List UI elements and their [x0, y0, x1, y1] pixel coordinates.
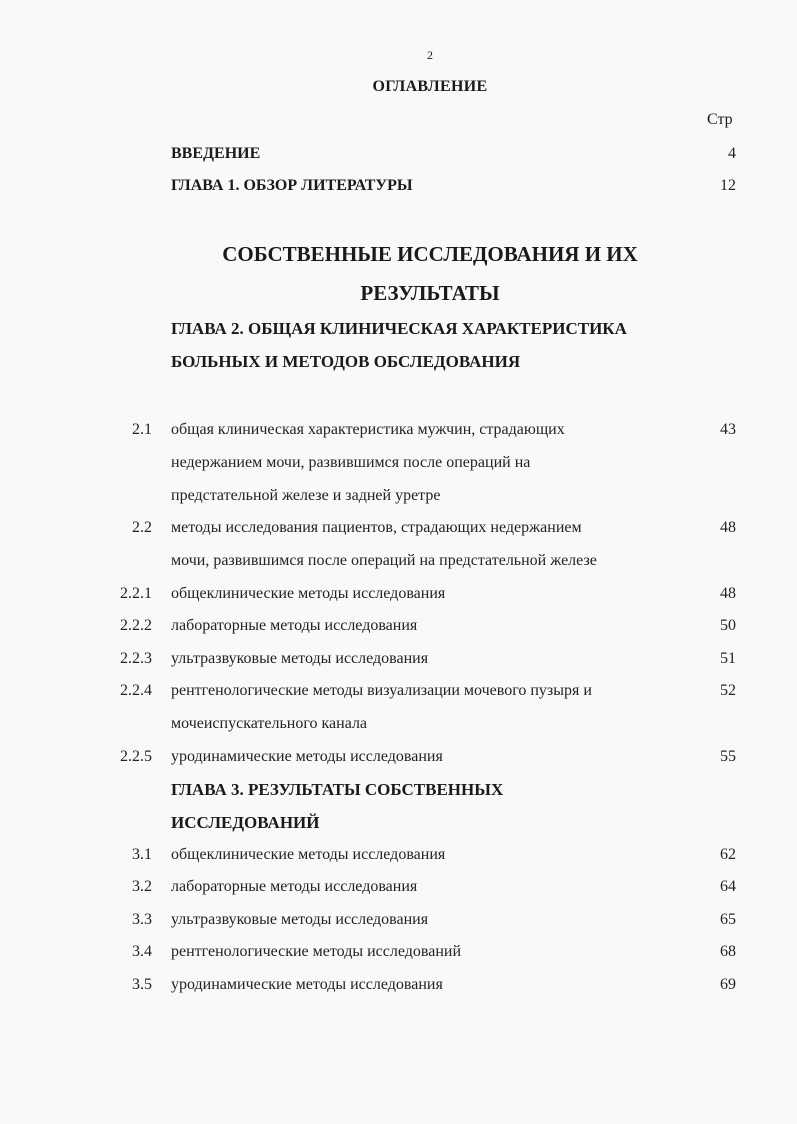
toc-item-page: 69 — [720, 976, 736, 993]
toc-item-number: 3.5 — [132, 976, 152, 993]
toc-item-page: 55 — [720, 748, 736, 765]
chapter2-title-line-2: БОЛЬНЫХ И МЕТОДОВ ОБСЛЕДОВАНИЯ — [171, 352, 521, 371]
toc-entry-introduction: ВВЕДЕНИЕ — [171, 145, 261, 162]
section-heading-line-1: СОБСТВЕННЫЕ ИССЛЕДОВАНИЯ И ИХ — [222, 242, 638, 266]
toc-item-page: 43 — [720, 421, 736, 438]
toc-item-text: уродинамические методы исследования — [171, 976, 443, 993]
toc-item-number: 3.2 — [132, 878, 152, 895]
toc-item-text: лабораторные методы исследования — [171, 617, 418, 634]
section-heading-line-2: РЕЗУЛЬТАТЫ — [360, 281, 500, 305]
page-column-header: Стр — [707, 111, 733, 128]
toc-item-page: 65 — [720, 911, 736, 928]
toc-item-text: предстательной железе и задней уретре — [171, 487, 441, 504]
toc-item-page: 52 — [720, 682, 736, 699]
toc-item-page: 50 — [720, 617, 736, 634]
toc-item-page: 68 — [720, 943, 736, 960]
toc-item-number: 2.2.3 — [120, 650, 152, 667]
page-title: ОГЛАВЛЕНИЕ — [372, 78, 488, 95]
toc-item-text: недержанием мочи, развившимся после операций на — [171, 454, 531, 471]
toc-item-page: 48 — [720, 585, 736, 602]
toc-item-text: общая клиническая характеристика мужчин, страдающих — [171, 421, 565, 438]
toc-item-number: 3.1 — [132, 846, 152, 863]
chapter2-title-line-1: ГЛАВА 2. ОБЩАЯ КЛИНИЧЕСКАЯ ХАРАКТЕРИСТИКА — [171, 319, 627, 338]
toc-item-text: рентгенологические методы исследований — [171, 943, 462, 960]
toc-item-number: 2.2.2 — [120, 617, 152, 634]
toc-entry-chapter1-page: 12 — [720, 177, 736, 194]
toc-item-number: 2.2 — [132, 519, 152, 536]
toc-item-text: методы исследования пациентов, страдающих недержанием — [171, 519, 582, 536]
toc-item-text: лабораторные методы исследования — [171, 878, 418, 895]
toc-entry-introduction-page: 4 — [728, 145, 736, 162]
toc-item-text: мочи, развившимся после операций на предстательной железе — [171, 552, 597, 569]
toc-item-number: 2.1 — [132, 421, 152, 438]
toc-item-text: ультразвуковые методы исследования — [171, 650, 429, 667]
toc-item-page: 48 — [720, 519, 736, 536]
toc-item-text: ультразвуковые методы исследования — [171, 911, 429, 928]
toc-item-number: 3.4 — [132, 943, 152, 960]
toc-item-page: 62 — [720, 846, 736, 863]
toc-item-page: 51 — [720, 650, 736, 667]
toc-item-text: общеклинические методы исследования — [171, 585, 446, 602]
toc-item-text: уродинамические методы исследования — [171, 748, 443, 765]
toc-item-number: 2.2.5 — [120, 748, 152, 765]
toc-item-number: 3.3 — [132, 911, 152, 928]
toc-item-page: 64 — [720, 878, 736, 895]
toc-item-text: рентгенологические методы визуализации мочевого пузыря и — [171, 682, 592, 699]
toc-item-number: 2.2.1 — [120, 585, 152, 602]
page-number: 2 — [427, 48, 433, 62]
chapter3-title-line-2: ИССЛЕДОВАНИЙ — [171, 813, 320, 832]
toc-item-text: общеклинические методы исследования — [171, 846, 446, 863]
toc-entry-chapter1: ГЛАВА 1. ОБЗОР ЛИТЕРАТУРЫ — [171, 177, 413, 194]
chapter3-title-line-1: ГЛАВА 3. РЕЗУЛЬТАТЫ СОБСТВЕННЫХ — [171, 780, 504, 799]
toc-item-number: 2.2.4 — [120, 682, 152, 699]
toc-item-text: мочеиспускательного канала — [171, 715, 368, 732]
